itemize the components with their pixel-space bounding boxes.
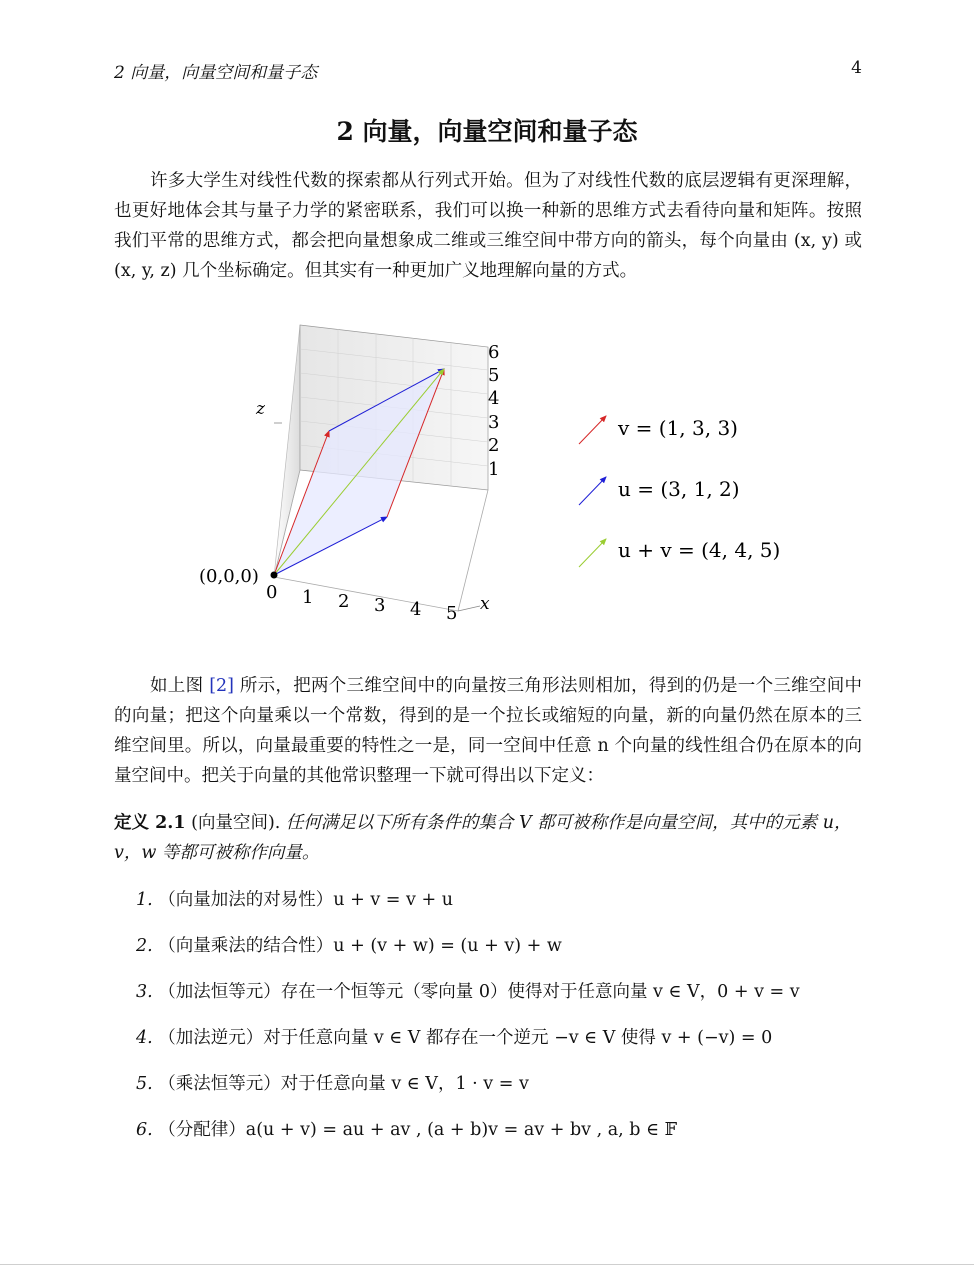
z-tick: 5 xyxy=(488,365,500,386)
axiom-number: 3. xyxy=(136,982,153,1002)
legend-label-v: v = (1, 3, 3) xyxy=(618,416,738,440)
axiom-number: 2. xyxy=(136,936,153,956)
axiom-item xyxy=(136,1116,677,1141)
z-axis-label: z xyxy=(256,399,265,419)
axiom-item xyxy=(136,978,800,1003)
floor-edge xyxy=(458,490,488,611)
legend-arrow-u xyxy=(579,477,606,505)
axiom-text: （向量乘法的结合性）u + (v + w) = (u + v) + w xyxy=(158,936,562,956)
x-tick: 5 xyxy=(446,603,458,624)
axiom-text: （向量加法的对易性）u + v = v + u xyxy=(158,890,453,910)
axiom-text: （乘法恒等元）对于任意向量 v ∈ V，1 · v = v xyxy=(158,1074,529,1094)
z-tick: 1 xyxy=(488,459,500,480)
definition-block xyxy=(114,808,862,868)
axiom-number: 1. xyxy=(136,890,153,910)
axiom-text: （加法恒等元）存在一个恒等元（零向量 0）使得对于任意向量 v ∈ V，0 + v = v xyxy=(158,982,800,1002)
intro-paragraph: 许多大学生对线性代数的探索都从行列式开始。但为了对线性代数的底层逻辑有更深理解，也更好地体会其与量子力学的紧密联系，我们可以换一种新的思维方式去看待向量和矩阵。按照我们平常的思维方式，都会把向量想象成二维或三维空间中带方向的箭头，每个向量由 (x, y) 或 (x, y, z) 几个坐标确定。但其实有一种更加广义地理解向量的方式。 xyxy=(114,171,862,281)
page-bottom-border xyxy=(0,1264,974,1265)
axiom-number: 4. xyxy=(136,1028,153,1048)
x-tick: 2 xyxy=(338,591,350,612)
x-tick: 3 xyxy=(374,595,386,616)
legend-arrow-v xyxy=(579,416,606,444)
axiom-text: （分配律）a(u + v) = au + av , (a + b)v = av + bv , a, b ∈ 𝔽 xyxy=(158,1120,678,1140)
axiom-text: （加法逆元）对于任意向量 v ∈ V 都存在一个逆元 −v ∈ V 使得 v + (−v) = 0 xyxy=(158,1028,773,1048)
origin-point xyxy=(271,572,278,579)
definition-body: 任何满足以下所有条件的集合 V 都可被称作是向量空间，其中的元素 u，v，w 等都可被称作向量。 xyxy=(114,813,852,863)
vector-figure xyxy=(190,315,790,635)
z-tick: 4 xyxy=(488,388,500,409)
x-axis-arrow xyxy=(458,606,480,611)
running-header: 2 向量，向量空间和量子态 xyxy=(114,63,318,83)
x-tick: 0 xyxy=(266,582,278,603)
axiom-number: 6. xyxy=(136,1120,153,1140)
paragraph-text: 所示，把两个三维空间中的向量按三角形法则相加，得到的仍是一个三维空间中的向量；把这个向量乘以一个常数，得到的是一个拉长或缩短的向量，新的向量仍然在原本的三维空间里。所以，向量最重要的特性之一是，同一空间中任意 n 个向量的线性组合仍在原本的向量空间中。把关于向量的其他常识整理一下就可得出以下定义： xyxy=(114,676,862,786)
paragraph-text: 如上图 xyxy=(150,676,210,696)
x-tick: 4 xyxy=(410,599,422,620)
x-tick: 1 xyxy=(302,587,314,608)
section-title: 2 向量，向量空间和量子态 xyxy=(336,117,638,146)
page-number: 4 xyxy=(851,58,862,78)
axiom-item xyxy=(136,1070,529,1095)
citation-link[interactable]: [2] xyxy=(209,676,234,696)
z-tick: 6 xyxy=(488,342,500,363)
axiom-item xyxy=(136,932,562,957)
legend-label-u: u = (3, 1, 2) xyxy=(618,477,740,501)
legend-arrow-sum xyxy=(579,539,606,567)
z-tick: 2 xyxy=(488,435,500,456)
axiom-item xyxy=(136,1024,772,1049)
definition-label: 定义 2.1 xyxy=(114,813,186,833)
axiom-item xyxy=(136,886,453,911)
origin-label: (0,0,0) xyxy=(199,566,259,587)
definition-name: (向量空间). xyxy=(191,813,281,833)
axiom-number: 5. xyxy=(136,1074,153,1094)
x-axis-label: x xyxy=(480,594,490,614)
z-tick: 3 xyxy=(488,412,500,433)
legend-label-sum: u + v = (4, 4, 5) xyxy=(618,538,781,562)
body-paragraph xyxy=(114,671,862,791)
